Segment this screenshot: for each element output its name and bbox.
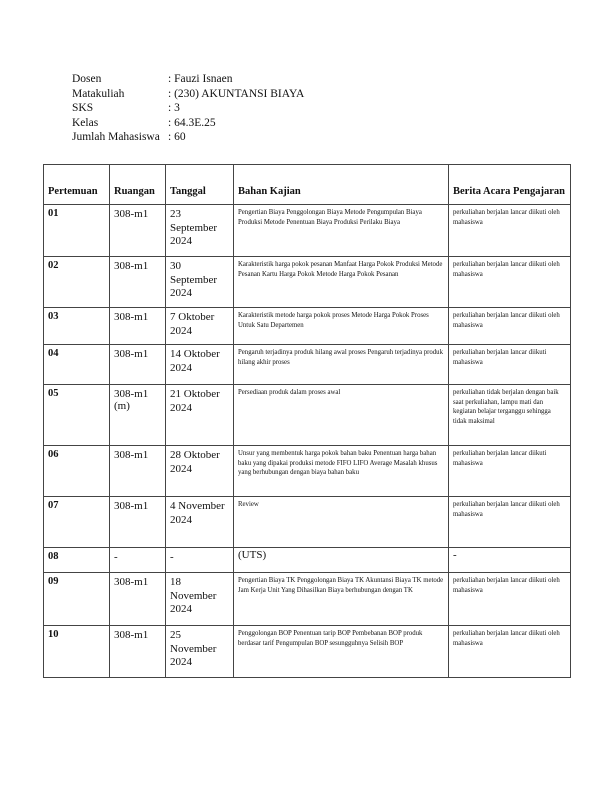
info-label: SKS: [72, 102, 94, 114]
header-berita-acara: Berita Acara Pengajaran: [449, 165, 571, 205]
cell-berita-acara: perkuliahan berjalan lancar diikuti oleh mahasiswa: [449, 497, 571, 548]
info-value: : 64.3E.25: [168, 116, 216, 129]
cell-tanggal: 21 Oktober 2024: [166, 385, 234, 446]
cell-ruangan: 308-m1: [110, 345, 166, 385]
schedule-table: [43, 164, 571, 678]
cell-ruangan: 308-m1: [110, 497, 166, 548]
cell-bahan-kajian: Persediaan produk dalam proses awal: [234, 385, 449, 446]
cell-tanggal: 4 November 2024: [166, 497, 234, 548]
header-bahan-kajian: Bahan Kajian: [234, 165, 449, 205]
cell-tanggal: 28 Oktober 2024: [166, 446, 234, 497]
table-row: [44, 257, 571, 308]
cell-pertemuan: 01: [44, 205, 110, 257]
cell-berita-acara: perkuliahan berjalan lancar diikuti mahasiswa: [449, 345, 571, 385]
cell-pertemuan: 03: [44, 308, 110, 345]
table-header-row: [44, 165, 571, 205]
cell-pertemuan: 06: [44, 446, 110, 497]
info-label: Dosen: [72, 73, 102, 85]
cell-ruangan: 308-m1: [110, 205, 166, 257]
cell-bahan-kajian: Karakteristik harga pokok pesanan Manfaat Harga Pokok Produksi Metode Pesanan Kartu Harga Pokok Metode Harga Pokok Pesanan: [234, 257, 449, 308]
cell-berita-acara: perkuliahan berjalan lancar diikuti oleh mahasiswa: [449, 308, 571, 345]
cell-pertemuan: 07: [44, 497, 110, 548]
cell-tanggal: 14 Oktober 2024: [166, 345, 234, 385]
cell-berita-acara: perkuliahan berjalan lancar diikuti mahasiswa: [449, 446, 571, 497]
info-label: Jumlah Mahasiswa: [72, 131, 160, 143]
table-row: [44, 308, 571, 345]
info-row-sks: [72, 101, 304, 116]
course-info: [72, 72, 304, 145]
info-value: : 60: [168, 131, 186, 143]
info-value: : Fauzi Isnaen: [168, 73, 233, 85]
cell-bahan-kajian: (UTS): [234, 548, 449, 573]
cell-bahan-kajian: Pengertian Biaya Penggolongan Biaya Metode Pengumpulan Biaya Produksi Metode Penentuan Biaya Produksi Perilaku Biaya: [234, 205, 449, 257]
cell-bahan-kajian: Review: [234, 497, 449, 548]
cell-berita-acara: perkuliahan berjalan lancar diikuti oleh mahasiswa: [449, 205, 571, 257]
info-row-kelas: [72, 116, 304, 131]
table-row: [44, 548, 571, 573]
cell-tanggal: 18 November 2024: [166, 573, 234, 626]
table-row: [44, 626, 571, 678]
header-tanggal: Tanggal: [166, 165, 234, 205]
cell-ruangan: 308-m1: [110, 446, 166, 497]
cell-ruangan: 308-m1: [110, 626, 166, 678]
info-label: Kelas: [72, 116, 99, 129]
cell-bahan-kajian: Pengertian Biaya TK Penggolongan Biaya TK Akuntansi Biaya TK metode Jam Kerja Unit Yang Dihasilkan Biaya berhubungan dengan TK: [234, 573, 449, 626]
header-ruangan: Ruangan: [110, 165, 166, 205]
cell-ruangan: 308-m1: [110, 257, 166, 308]
cell-berita-acara: -: [449, 548, 571, 573]
cell-tanggal: 23 September 2024: [166, 205, 234, 257]
info-value: : 3: [168, 102, 180, 114]
info-label: Matakuliah: [72, 87, 125, 100]
cell-bahan-kajian: Penggolongan BOP Penentuan tarip BOP Pembebanan BOP produk berdasar tarif Pengumpulan BOP sesungguhnya Selisih BOP: [234, 626, 449, 678]
info-value: : (230) AKUNTANSI BIAYA: [168, 87, 305, 100]
table-row: [44, 385, 571, 446]
cell-bahan-kajian: Unsur yang membentuk harga pokok bahan baku Penentuan harga bahan baku yang dipakai produksi metode FIFO LIFO Average Masalah khusus yang berhubungan dengan biaya bahan baku: [234, 446, 449, 497]
cell-pertemuan: 05: [44, 385, 110, 446]
cell-ruangan: 308-m1: [110, 308, 166, 345]
cell-berita-acara: perkuliahan tidak berjalan dengan baik saat perkuliahan, lampu mati dan kegiatan belajar terganggu sehingga tidak maksimal: [449, 385, 571, 446]
cell-bahan-kajian: Pengaruh terjadinya produk hilang awal proses Pengaruh terjadinya produk hilang akhir proses: [234, 345, 449, 385]
table-row: [44, 497, 571, 548]
header-pertemuan: Pertemuan: [44, 165, 110, 205]
cell-tanggal: 30 September 2024: [166, 257, 234, 308]
cell-pertemuan: 08: [44, 548, 110, 573]
table-row: [44, 345, 571, 385]
cell-berita-acara: perkuliahan berjalan lancar diikuti oleh mahasiswa: [449, 573, 571, 626]
cell-ruangan: -: [110, 548, 166, 573]
cell-tanggal: 7 Oktober 2024: [166, 308, 234, 345]
cell-tanggal: -: [166, 548, 234, 573]
info-row-dosen: [72, 72, 304, 87]
cell-ruangan: 308-m1: [110, 573, 166, 626]
cell-berita-acara: perkuliahan berjalan lancar diikuti oleh mahasiswa: [449, 257, 571, 308]
cell-tanggal: 25 November 2024: [166, 626, 234, 678]
cell-ruangan: 308-m1 (m): [110, 385, 166, 446]
table-row: [44, 446, 571, 497]
cell-pertemuan: 09: [44, 573, 110, 626]
cell-pertemuan: 02: [44, 257, 110, 308]
table-row: [44, 573, 571, 626]
cell-pertemuan: 04: [44, 345, 110, 385]
cell-berita-acara: perkuliahan berjalan lancar diikuti oleh mahasiswa: [449, 626, 571, 678]
table-row: [44, 205, 571, 257]
info-row-jumlah-mahasiswa: [72, 130, 304, 145]
cell-pertemuan: 10: [44, 626, 110, 678]
cell-bahan-kajian: Karakteristik metode harga pokok proses Metode Harga Pokok Proses Untuk Satu Departemen: [234, 308, 449, 345]
info-row-matakuliah: [72, 87, 304, 102]
